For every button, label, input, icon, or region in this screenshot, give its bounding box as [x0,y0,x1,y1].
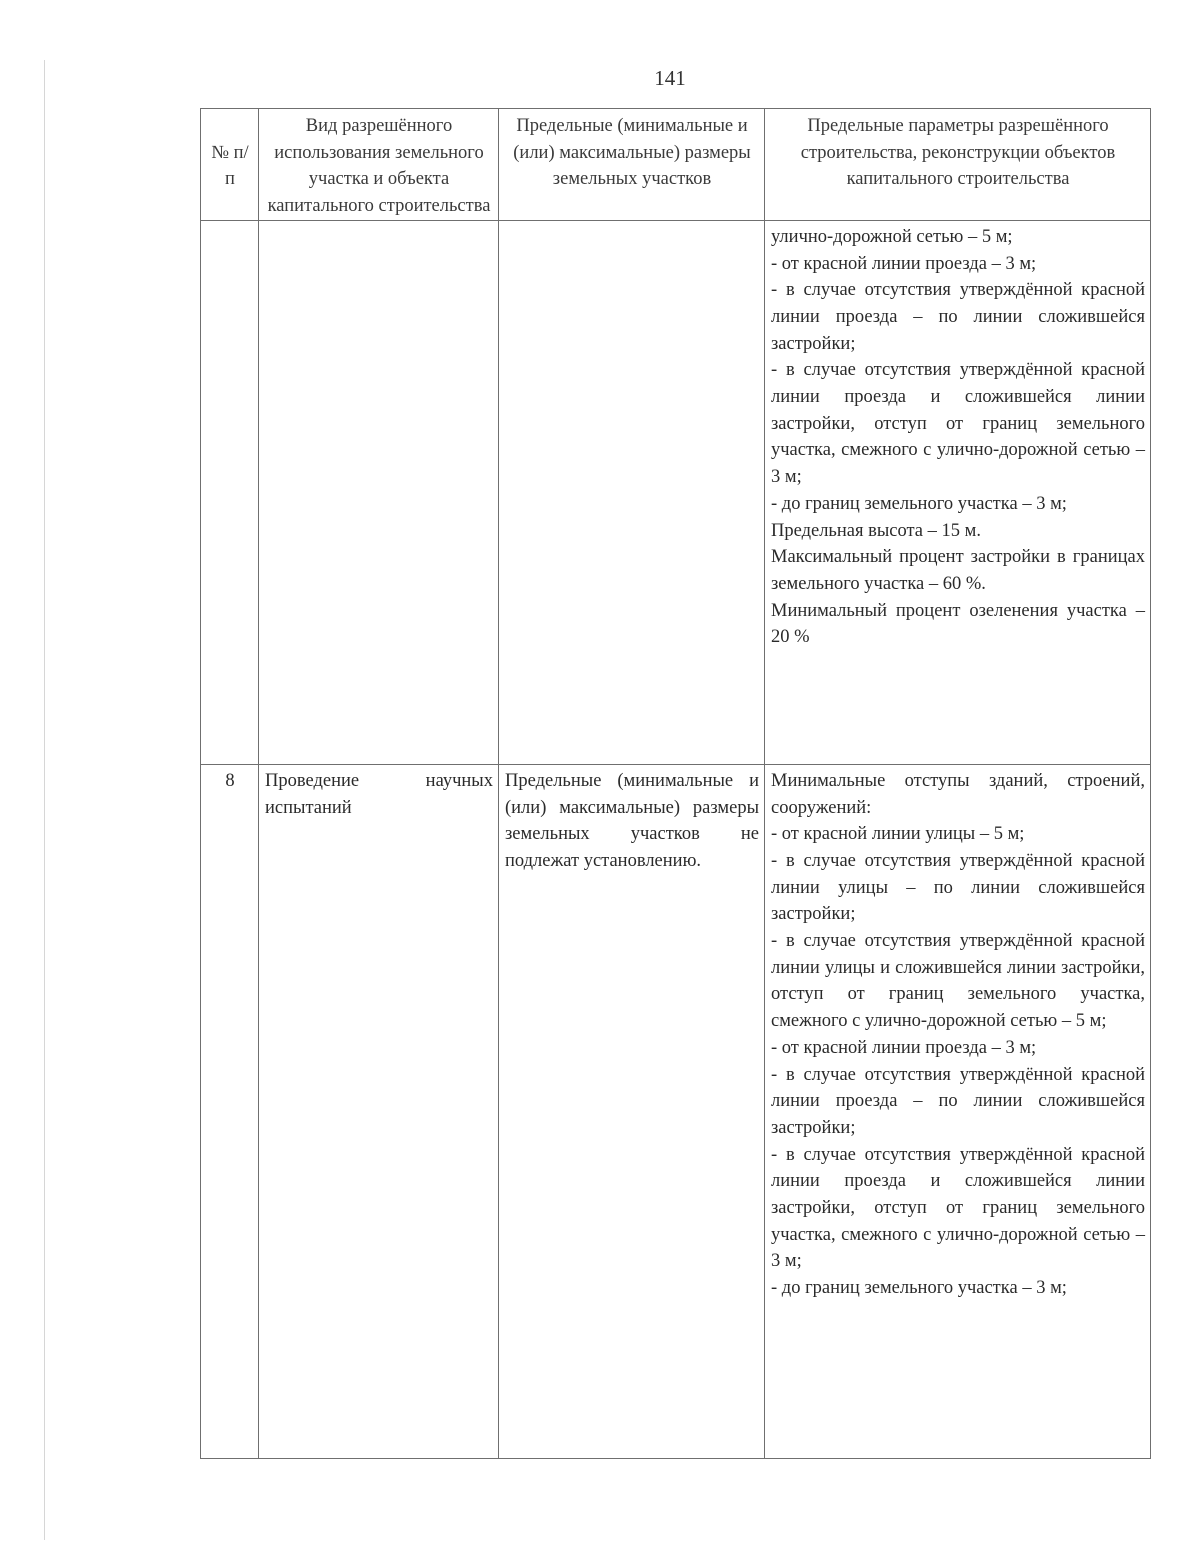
table-row [201,220,1151,764]
parameter-line: - в случае отсутствия утверждённой красной линии улицы и сложившейся линии застройки, отступ от границ земельного участка, смежного с улично-дорожной сетью – 5 м; [771,931,1145,1032]
cell-plot-size [499,220,765,764]
parameter-line: Минимальный процент озеленения участка – 20 % [771,600,1145,648]
parameter-line: Предельная высота – 15 м. [771,520,981,541]
parameter-line: - в случае отсутствия утверждённой красной линии проезда – по линии сложившейся застройки; [771,1064,1145,1138]
parameter-line: улично-дорожной сетью – 5 м; [771,226,1013,247]
table-header-row [201,109,1151,221]
cell-number [201,220,259,764]
parameter-line: Максимальный процент застройки в границах земельного участка – 60 %. [771,547,1145,594]
cell-permitted-use [259,220,499,764]
cell-construction-parameters [765,764,1151,1458]
parameter-line: - в случае отсутствия утверждённой красной линии улицы – по линии сложившейся застройки; [771,850,1145,925]
cell-plot-size: Предельные (минимальные и (или) максимальные) размеры земельных участков не подлежат установлению. [499,764,765,1458]
header-permitted-use: Вид разрешённого использования земельного участка и объекта капитального строительства [259,109,499,221]
parameter-line: - до границ земельного участка – 3 м; [771,493,1067,514]
header-plot-size: Предельные (минимальные и (или) максимальные) размеры земельных участков [499,109,765,221]
regulations-table [200,108,1151,1459]
table-row [201,764,1151,1458]
cell-construction-parameters [765,220,1151,764]
page-number: 141 [654,66,686,90]
parameter-line: - в случае отсутствия утверждённой красной линии проезда и сложившейся линии застройки, отступ от границ земельного участка, смежного с улично-дорожной сетью – 3 м; [771,1144,1145,1272]
parameter-line: - до границ земельного участка – 3 м; [771,1278,1067,1299]
parameter-line: - в случае отсутствия утверждённой красной линии проезда и сложившейся линии застройки, отступ от границ земельного участка, смежного с улично-дорожной сетью – 3 м; [771,360,1145,488]
parameter-line: - в случае отсутствия утверждённой красной линии проезда – по линии сложившейся застройки; [771,280,1145,354]
parameter-line: - от красной линии проезда – 3 м; [771,1037,1037,1058]
cell-permitted-use: Проведение научных испытаний [259,764,499,1458]
parameter-line: - от красной линии улицы – 5 м; [771,824,1025,845]
parameter-line: - от красной линии проезда – 3 м; [771,253,1037,274]
scan-margin-line [44,60,45,1540]
parameter-line: Минимальные отступы зданий, строений, сооружений: [771,770,1145,818]
cell-number: 8 [201,764,259,1458]
header-number: № п/п [201,109,259,221]
header-construction-parameters: Предельные параметры разрешённого строительства, реконструкции объектов капитального строительства [765,109,1151,221]
